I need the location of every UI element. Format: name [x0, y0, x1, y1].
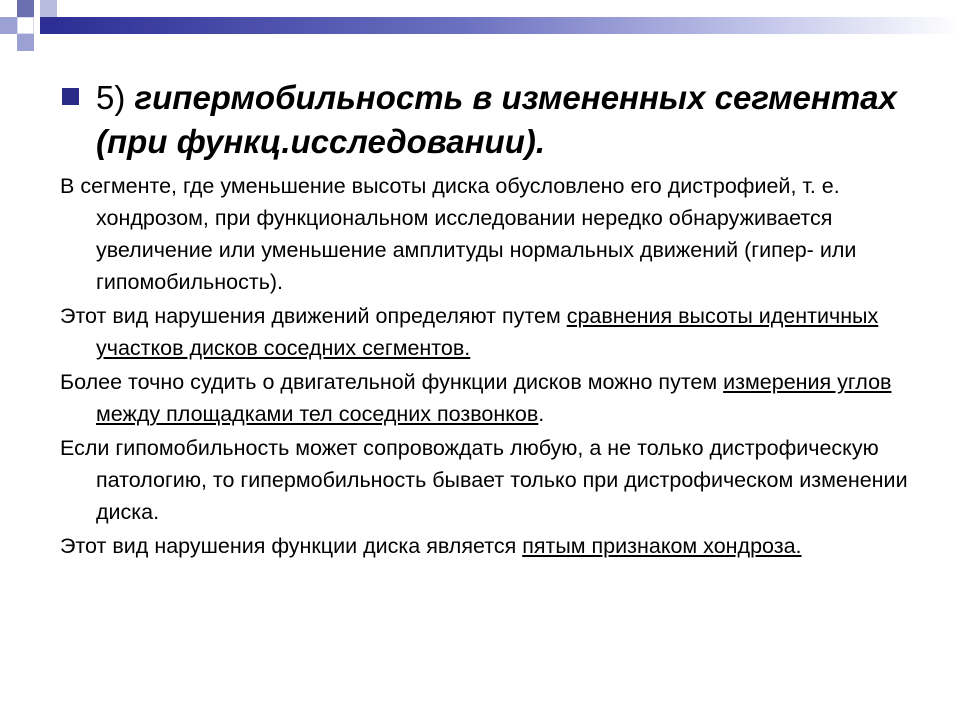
decor-square	[40, 17, 57, 34]
paragraph-3-text: Более точно судить о двигательной функции дисков можно путем	[60, 370, 724, 394]
paragraph-5-text: Этот вид нарушения функции диска является	[60, 534, 523, 558]
paragraph-3	[60, 366, 930, 430]
slide-heading	[96, 76, 930, 164]
paragraph-4-text: Если гипомобильность может сопровождать любую, а не только дистрофическую патологию, то гипермобильность бывает только при дистрофическом изменении диска.	[60, 436, 908, 524]
paragraph-3-tail: .	[538, 402, 545, 426]
decor-square	[0, 0, 17, 17]
paragraph-5	[60, 530, 930, 562]
paragraph-4	[60, 432, 930, 528]
decor-square	[17, 17, 34, 34]
decor-square	[17, 34, 34, 51]
paragraph-1	[60, 170, 930, 298]
paragraph-2-underlined: сравнения высоты идентичных участков дисков соседних сегментов.	[96, 304, 879, 360]
heading-text: гипермобильность в измененных сегментах (при функц.исследовании).	[96, 79, 897, 160]
decor-square	[40, 0, 57, 17]
paragraph-3-underlined: измерения углов между площадками тел соседних позвонков	[96, 370, 892, 426]
heading-row	[60, 76, 930, 164]
paragraph-1-text: В сегменте, где уменьшение высоты диска обусловлено его дистрофией, т. е. хондрозом, при функциональном исследовании нередко обнаруживается увеличение или уменьшение амплитуды нормальных движений (гипер- или гипомобильность).	[60, 174, 857, 294]
header-gradient-bar	[57, 17, 960, 34]
paragraph-5-underlined: пятым признаком хондроза.	[522, 534, 802, 558]
square-bullet-icon	[62, 88, 79, 105]
slide-content	[60, 76, 930, 564]
decor-square	[17, 0, 34, 17]
paragraph-2	[60, 300, 930, 364]
decor-square	[0, 17, 17, 34]
heading-number: 5)	[96, 79, 126, 116]
paragraph-2-text: Этот вид нарушения движений определяют путем	[60, 304, 567, 328]
decor-square	[0, 34, 17, 51]
